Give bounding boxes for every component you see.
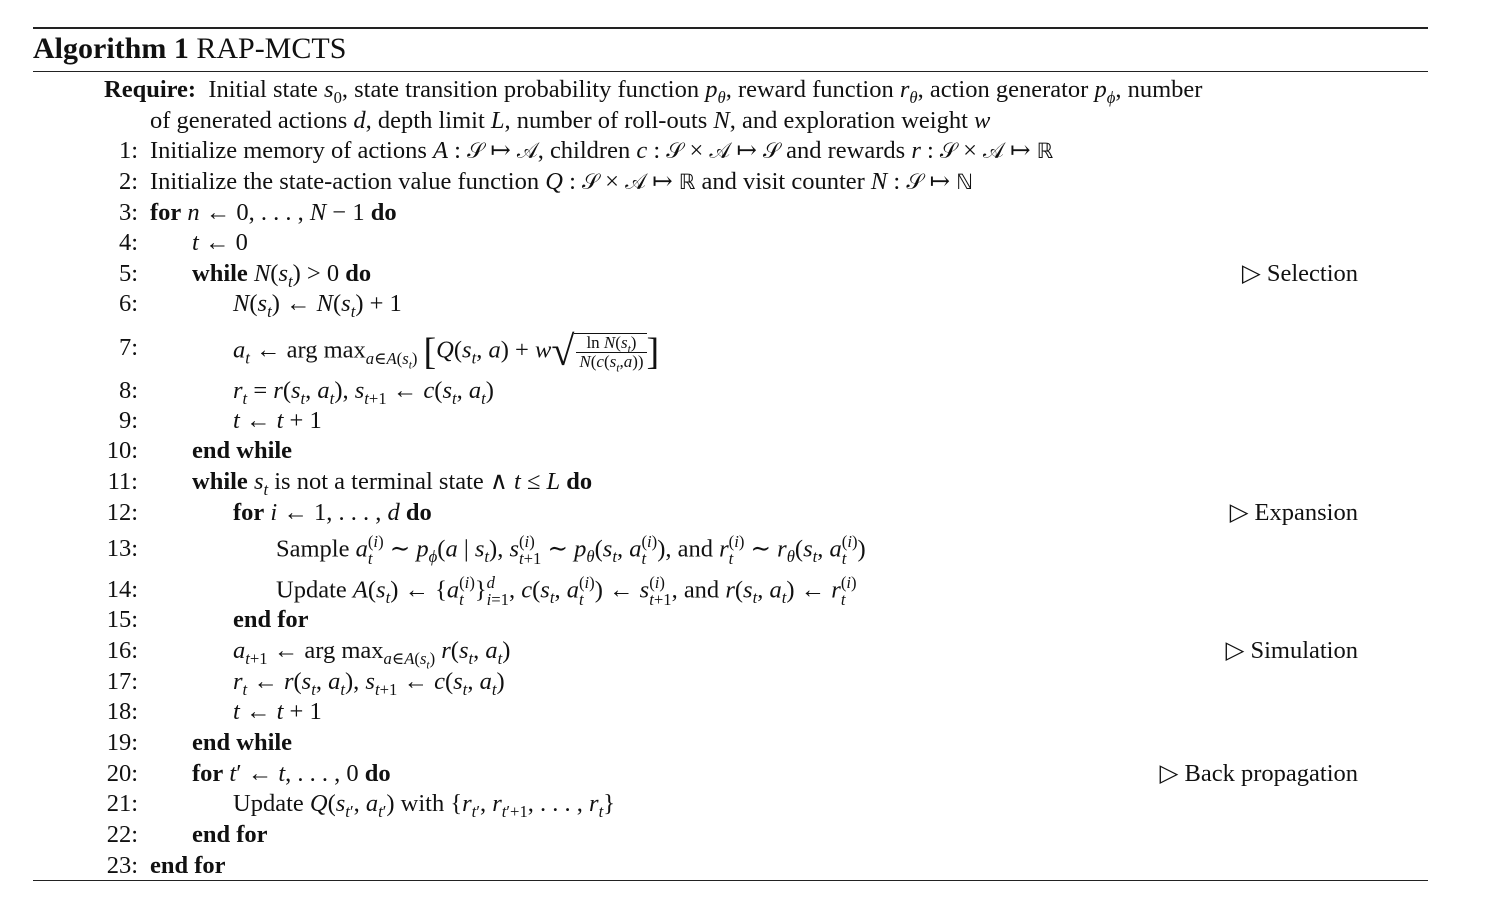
algo-line-14: 14: Update $A(s_t)$ ← {a (i) t } d i=1 , $c(s_t$, a (i) t ) ← s (i) t+1 , and $r(s_t$, $a_t$) ← r (i) t bbox=[106, 573, 857, 609]
algo-line-1: 1: Initialize memory of actions A : 𝒮 ↦ 𝒜, children c : 𝒮 × 𝒜 ↦ 𝒮 and rewards r : 𝒮 × 𝒜 ↦ ℝ bbox=[118, 137, 1054, 164]
algo-line-22 bbox=[0, 820, 1490, 850]
algo-line-7: 7: $a_t$ ← arg $\max_{a\in A(s_t)} [Q(s_t$, a) + w√ $\frac{\ln N(s_t)}{N(c(s_t,a))}$ ] bbox=[118, 329, 660, 375]
algorithm-title bbox=[33, 31, 346, 67]
algorithm-name: RAP-MCTS bbox=[196, 32, 347, 65]
line-number: 9: bbox=[118, 407, 138, 434]
algo-line-11: 11: while $s_t$ is not a terminal state ∧ t ≤ L do bbox=[107, 468, 593, 499]
algo-line-5: 5: while $N(s_t) > 0$ do ▷ Selection bbox=[118, 260, 1358, 291]
line-number: 3: bbox=[118, 199, 138, 226]
algo-line-2: 2: Initialize the state-action value function Q : 𝒮 × 𝒜 ↦ ℝ and visit counter N : 𝒮 ↦ ℕ bbox=[118, 168, 973, 195]
line-number: 7: bbox=[118, 334, 138, 361]
comment-selection: ▷ Selection bbox=[1241, 260, 1358, 287]
algo-line-18: 18: t ← t + 1 bbox=[106, 698, 322, 725]
algo-line-9: 9: t ← t + 1 bbox=[118, 407, 322, 434]
algo-line-19 bbox=[0, 728, 1490, 758]
algo-line-15 bbox=[0, 605, 1490, 635]
line-number: 14: bbox=[106, 576, 138, 603]
line-number: 8: bbox=[118, 377, 138, 404]
kw-end-for: end for bbox=[192, 821, 268, 848]
kw-end-while: end while bbox=[192, 437, 293, 464]
line-number: 5: bbox=[118, 260, 138, 287]
algo-line-3: 3: for n ← 0, . . . , N − 1 do bbox=[118, 199, 397, 226]
line-number: 2: bbox=[118, 168, 138, 195]
comment-simulation: ▷ Simulation bbox=[1225, 637, 1358, 664]
algo-line-17: 17: $r_t$ ← $r(s_t$, $a_t$), $s_{t+1}$ ← $c(s_t$, $a_t$) bbox=[106, 668, 505, 699]
line-number: 16: bbox=[106, 637, 138, 664]
line-number: 19: bbox=[106, 729, 138, 756]
require-label: Require: bbox=[104, 76, 197, 103]
line-number: 4: bbox=[118, 229, 138, 256]
algo-line-21: 21: Update $Q(s_{t'}$, $a_{t'}$) with {$r_{t'}$, $r_{t'+1}$, . . . , $r_t$} bbox=[106, 790, 615, 821]
algo-line-8: 8: $r_t = r(s_t$, $a_t$), $s_{t+1}$ ← $c(s_t$, $a_t$) bbox=[118, 377, 494, 408]
algo-line-20: 20: for t′ ← t, . . . , 0 do ▷ Back propagation bbox=[106, 760, 1358, 787]
comment-backprop: ▷ Back propagation bbox=[1159, 760, 1358, 787]
title-rule bbox=[33, 71, 1428, 72]
comment-expansion: ▷ Expansion bbox=[1229, 499, 1358, 526]
line-number: 1: bbox=[118, 137, 138, 164]
line-number: 12: bbox=[106, 499, 138, 526]
algo-line-6: 6: $N(s_t)$ ← $N(s_t) + 1$ bbox=[118, 290, 402, 321]
bottom-rule bbox=[33, 880, 1428, 881]
line-number: 13: bbox=[106, 535, 138, 562]
require-line-2: of generated actions d, depth limit L, number of roll-outs N, and exploration weight w bbox=[150, 107, 991, 134]
line-number: 20: bbox=[106, 760, 138, 787]
top-rule bbox=[33, 27, 1428, 29]
line-number: 18: bbox=[106, 698, 138, 725]
line-number: 11: bbox=[107, 468, 138, 495]
line-number: 21: bbox=[106, 790, 138, 817]
kw-end-for: end for bbox=[150, 852, 226, 879]
require-line-1: Require: Initial state $s_0$, state transition probability function $p_\theta$, reward function $r_\theta$, action generator $p_\phi$, number bbox=[104, 76, 1203, 107]
algorithm-label: Algorithm 1 bbox=[33, 32, 189, 65]
algo-line-10 bbox=[0, 436, 1490, 466]
algo-line-16: 16: $a_{t+1}$ ← arg $\max_{a\in A(s_t)} r(s_t$, $a_t$) ▷ Simulation bbox=[106, 637, 1358, 672]
algo-line-23 bbox=[0, 851, 1490, 881]
algo-line-13: 13: Sample a (i) t ∼ $p_\phi(a$ | $s_t$), s (i) t+1 ∼ $p_\theta(s_t$, a (i) t ), and r (i) t ∼ $r_\theta(s_t$, a (i) t ) bbox=[106, 532, 866, 568]
algo-line-12: 12: for i ← 1, . . . , d do ▷ Expansion bbox=[106, 499, 1358, 526]
line-number: 23: bbox=[106, 852, 138, 879]
line-number: 22: bbox=[106, 821, 138, 848]
algo-line-4: 4: t ← 0 bbox=[118, 229, 248, 256]
line-number: 17: bbox=[106, 668, 138, 695]
kw-end-while: end while bbox=[192, 729, 293, 756]
line-number: 15: bbox=[106, 606, 138, 633]
line-number: 6: bbox=[118, 290, 138, 317]
kw-end-for: end for bbox=[233, 606, 309, 633]
line-number: 10: bbox=[106, 437, 138, 464]
